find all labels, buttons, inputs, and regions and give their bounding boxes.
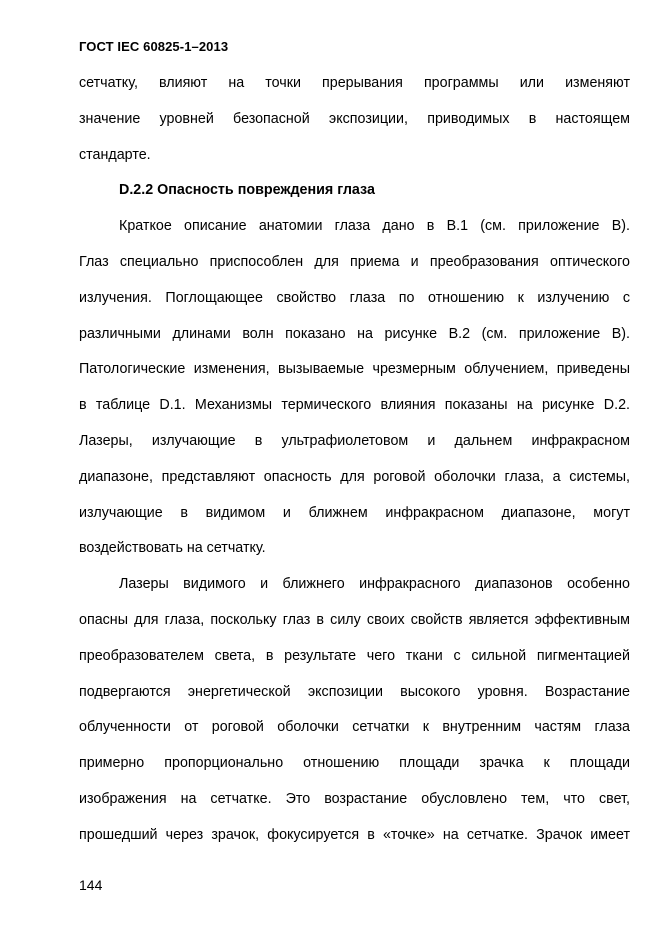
text-line: Краткое описание анатомии глаза дано в В.1 (см. приложение В). — [119, 218, 630, 235]
text-line: значение уровней безопасной экспозиции, приводимых в настоящем — [79, 110, 630, 127]
text-line: опасны для глаза, поскольку глаз в силу своих свойств является эффективным — [79, 611, 630, 628]
text-line: изображения на сетчатке. Это возрастание обусловлено тем, что свет, — [79, 790, 630, 807]
text-line: преобразователем света, в результате чего ткани с сильной пигментацией — [79, 647, 630, 664]
text-line: Лазеры видимого и ближнего инфракрасного диапазонов особенно — [119, 576, 630, 593]
section-heading: D.2.2 Опасность повреждения глаза — [119, 182, 375, 199]
text-line: Патологические изменения, вызываемые чрезмерным облучением, приведены — [79, 361, 630, 378]
text-line: диапазоне, представляют опасность для роговой оболочки глаза, а системы, — [79, 468, 630, 485]
page-number: 144 — [79, 877, 103, 893]
text-line: различными длинами волн показано на рисунке В.2 (см. приложение В). — [79, 325, 630, 342]
text-line: в таблице D.1. Механизмы термического влияния показаны на рисунке D.2. — [79, 397, 630, 414]
text-line: подвергаются энергетической экспозиции высокого уровня. Возрастание — [79, 683, 630, 700]
text-line: прошедший через зрачок, фокусируется в «точке» на сетчатке. Зрачок имеет — [79, 826, 630, 843]
text-line: излучения. Поглощающее свойство глаза по отношению к излучению с — [79, 289, 630, 306]
text-line: примерно пропорционально отношению площади зрачка к площади — [79, 755, 630, 772]
text-line: облученности от роговой оболочки сетчатки к внутренним частям глаза — [79, 719, 630, 736]
text-line: Глаз специально приспособлен для приема и преобразования оптического — [79, 253, 630, 270]
body-text — [79, 66, 630, 854]
text-line: Лазеры, излучающие в ультрафиолетовом и дальнем инфракрасном — [79, 432, 630, 449]
text-line: воздействовать на сетчатку. — [79, 540, 266, 557]
text-line: сетчатку, влияют на точки прерывания программы или изменяют — [79, 75, 630, 91]
document-header: ГОСТ IEC 60825-1–2013 — [79, 39, 229, 54]
text-line: стандарте. — [79, 146, 151, 163]
text-line: излучающие в видимом и ближнем инфракрасном диапазоне, могут — [79, 504, 630, 521]
